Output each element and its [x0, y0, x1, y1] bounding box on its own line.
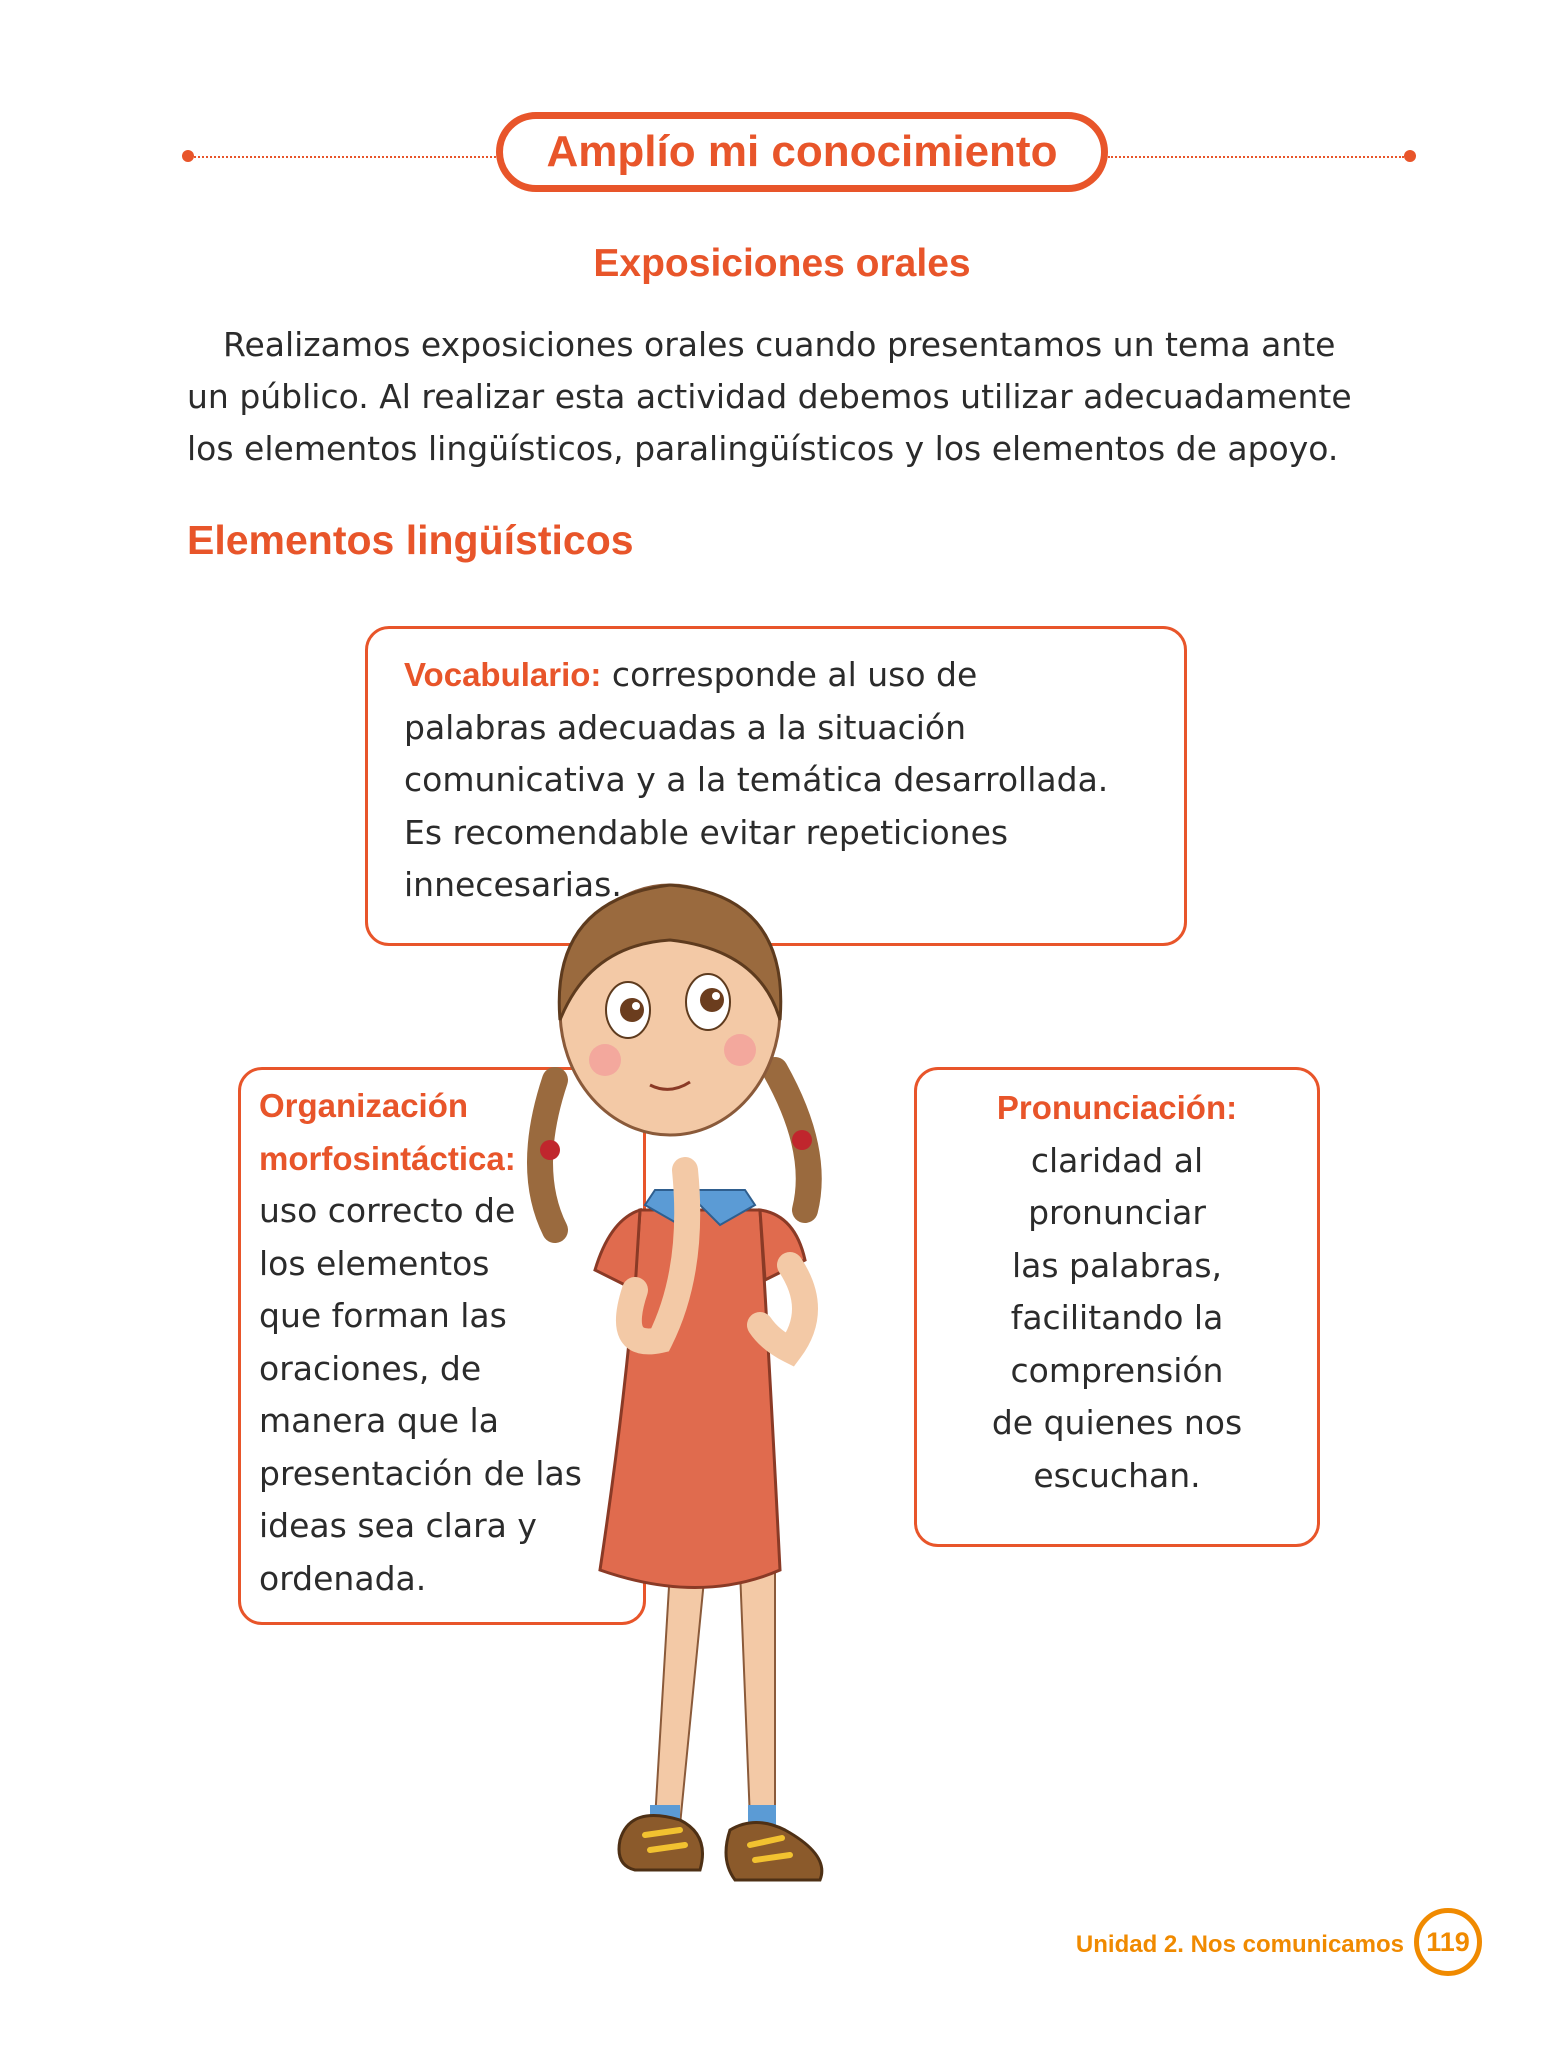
girl-illustration [520, 870, 990, 1910]
card-text: pronunciar [1028, 1193, 1206, 1232]
card-text: oraciones, de [259, 1348, 482, 1388]
card-text: escuchan. [1033, 1455, 1201, 1495]
card-text: presentación de las [259, 1453, 582, 1493]
subtitle: Exposiciones orales [593, 242, 971, 285]
card-text: comunicativa y a la temática desarrollada. [404, 760, 1109, 799]
intro-paragraph [187, 319, 1417, 475]
card-text: comprensión [1010, 1350, 1224, 1390]
card-text: uso correcto de [259, 1191, 516, 1230]
card-text: los elementos [259, 1243, 490, 1283]
card-text: de quienes nos [991, 1403, 1243, 1442]
banner-rule-right [1108, 156, 1404, 158]
card-text: las palabras, [1011, 1245, 1223, 1285]
card-text: Es recomendable evitar repeticiones [404, 812, 1009, 852]
card-text: ordenada. [259, 1558, 427, 1598]
page-number: 119 [1414, 1908, 1482, 1976]
card-text: manera que la [259, 1401, 499, 1440]
banner-dot-right [1404, 150, 1416, 162]
card-text: ideas sea clara y [259, 1506, 537, 1545]
footer-unit-label: Unidad 2. Nos comunicamos [1075, 1931, 1404, 1958]
vocabulario-term: Vocabulario: [404, 656, 602, 693]
morfosintactica-term: Organización [259, 1087, 469, 1124]
intro-line: los elementos lingüísticos, paralingüísticos y los elementos de apoyo. [187, 429, 1339, 468]
morfosintactica-term: morfosintáctica: [259, 1139, 516, 1177]
intro-line: un público. Al realizar esta actividad debemos utilizar adecuadamente [187, 377, 1352, 416]
card-text: corresponde al uso de [611, 655, 978, 694]
card-text: que forman las [259, 1296, 507, 1335]
card-line [404, 649, 1164, 702]
pronunciacion-term: Pronunciación: [996, 1089, 1238, 1126]
card-text: innecesarias. [404, 865, 622, 904]
card-text: facilitando la [1010, 1298, 1224, 1337]
intro-line: Realizamos exposiciones orales cuando presentamos un tema ante [223, 325, 1336, 364]
section-title: Elementos lingüísticos [187, 517, 634, 563]
banner-rule-left [194, 156, 496, 158]
banner-dot-left [182, 150, 194, 162]
banner-title: Amplío mi conocimiento [496, 112, 1108, 192]
card-text: claridad al [1030, 1140, 1204, 1180]
card-text: palabras adecuadas a la situación [404, 707, 967, 747]
